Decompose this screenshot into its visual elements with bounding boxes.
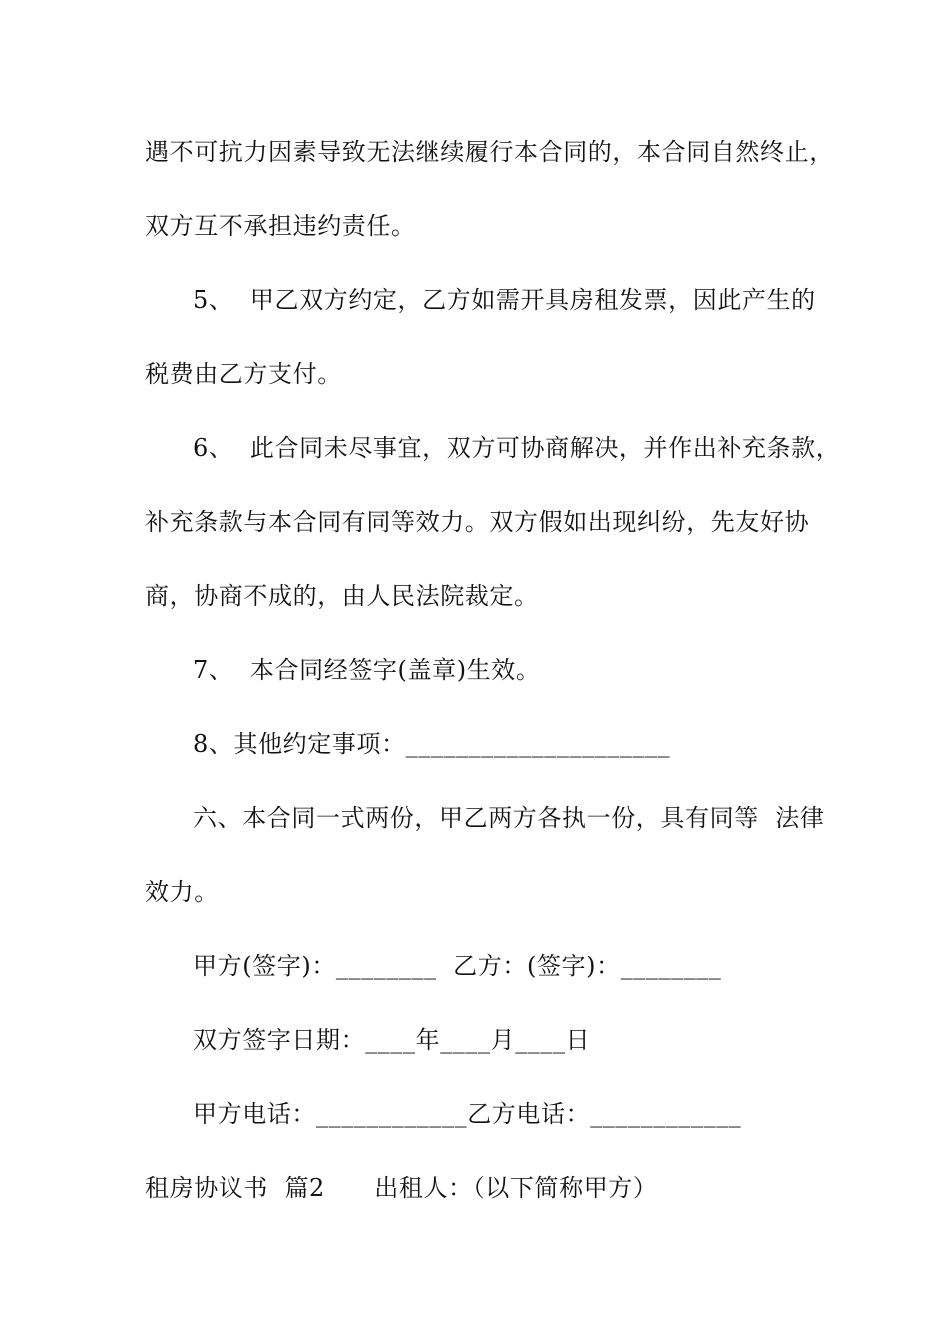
paragraph-line: 遇不可抗力因素导致无法继续履行本合同的，本合同自然终止， [145,138,834,166]
next-section-heading: 租房协议书 篇2 出租人：（以下简称甲方） [145,1174,658,1202]
paragraph-line: 效力。 [145,878,219,906]
signing-date-line: 双方签字日期：____年____月____日 [193,1026,591,1054]
clause-6-line: 6、 此合同未尽事宜，双方可协商解决，并作出补充条款， [193,434,841,462]
paragraph-line: 双方互不承担违约责任。 [145,212,416,240]
paragraph-line: 商，协商不成的，由人民法院裁定。 [145,582,539,610]
paragraph-line: 税费由乙方支付。 [145,360,342,388]
paragraph-line: 补充条款与本合同有同等效力。双方假如出现纠纷，先友好协 [145,508,810,536]
clause-8-line: 8、其他约定事项：_____________________ [193,730,671,758]
phone-line: 甲方电话：____________乙方电话：____________ [193,1100,742,1128]
clause-7-line: 7、 本合同经签字(盖章)生效。 [193,656,541,684]
clause-5-line: 5、 甲乙双方约定，乙方如需开具房租发票，因此产生的 [193,286,816,314]
signature-line: 甲方(签字)：________ 乙方：(签字)：________ [193,952,722,980]
section-6-line: 六、本合同一式两份，甲乙两方各执一份，具有同等 法律 [193,804,825,832]
